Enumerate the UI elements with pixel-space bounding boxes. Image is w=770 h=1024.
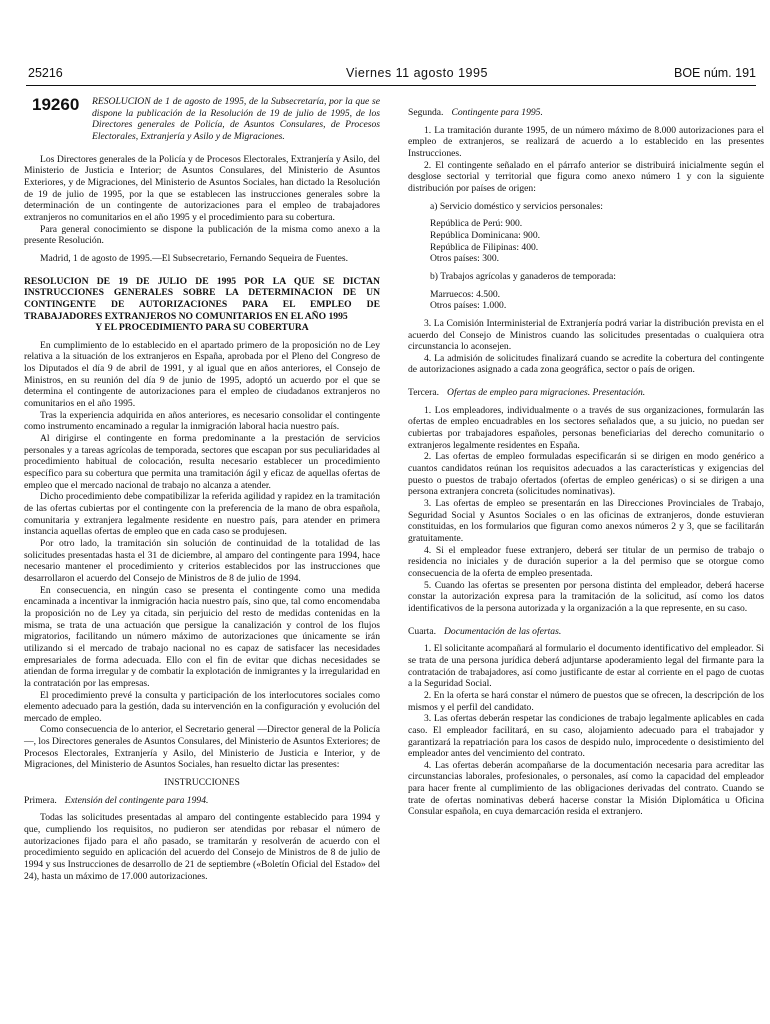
cuarta-item: 1. El solicitante acompañará al formulario el documento identificativo del empleador. Si se trata de una persona jurídica deberá adjuntarse apoderamiento legal del firmante para la contratación de trabajadores, así como justificante de estar al corriente en el pago de cuotas a la Seguridad Social. [408,643,764,690]
page-number: 25216 [28,66,63,80]
section-heading-cuarta [408,626,764,638]
intro-paragraph: Los Directores generales de la Policía y de Procesos Electorales, Extranjería y Asilo, del Ministerio de Justicia e Interior; de Asuntos Consulares, del Ministerio de Asuntos Exteriores, y de Migraciones, del Ministerio de Asuntos Sociales, han dictado la Resolución de 19 de julio de 1995, por la que se establecen las instrucciones generales sobre la determinación de un contingente de autorizaciones para el empleo de trabajadores extranjeros no comunitarios en el año 1995 y el procedimiento para su cobertura. [24,153,380,223]
section-heading-tercera [408,387,764,399]
annex-paragraph: El procedimiento prevé la consulta y participación de los interlocutores sociales como elemento adecuado para la gestión, dada su intervención en la configuración y evolución del mercado de empleo. [24,689,380,724]
country-item: República Dominicana: 900. [430,229,541,241]
country-item: República de Filipinas: 400. [430,241,539,253]
country-item: Otros países: 1.000. [430,300,507,312]
section-heading-segunda [408,107,764,119]
section-title: Extensión del contingente para 1994. [64,794,209,806]
section-label: Primera. [24,794,57,806]
annex-paragraph: Por otro lado, la tramitación sin solución de continuidad de la totalidad de las solicitudes presentadas hasta el 31 de diciembre, al amparo del contingente para 1994, hace necesario mantener el procedimiento y criterios establecidos por las instrucciones que desarrollaron el acuerdo del Consejo de Ministros de 8 de julio de 1994. [24,537,380,584]
section-label: Segunda. [408,107,444,118]
section-title: Documentación de las ofertas. [443,625,562,637]
annex-title: RESOLUCION DE 19 DE JULIO DE 1995 POR LA QUE SE DICTAN INSTRUCCIONES GENERALES SOBRE LA DETERMINACION DE UN CONTINGENTE DE AUTORIZACIONES PARA EL EMPLEO DE TRABAJADORES EXTRANJEROS NO COMUNITARIOS EN EL AÑO 1995 [24,275,380,322]
page-header [28,66,756,82]
section-title: Contingente para 1995. [451,107,543,118]
sector-b: b) Trabajos agrícolas y ganaderos de temporada: [430,270,616,282]
cuarta-item: 3. Las ofertas deberán respetar las condiciones de trabajo legalmente aplicables en cada caso. El empleador facilitará, en su caso, alojamiento adecuado para el trabajador y garantizará la repatriación para los casos de despido nulo, improcedente o desistimiento del empleador antes del vencimiento del contrato. [408,713,764,760]
country-list-a [408,218,764,265]
section-label: Tercera. [408,387,440,399]
section-label: Cuarta. [408,625,436,637]
primera-text: Todas las solicitudes presentadas al amparo del contingente establecido para 1994 y que, cumpliendo los requisitos, no pudieron ser atendidas por rebasar el número de autorizaciones fijado para el año pasado, se tramitarán y resolverán de acuerdo con el procedimiento seguido en aplicación del acuerdo del Consejo de Ministros de 8 de julio de 1994 y sus Instrucciones de desarrollo de 21 de septiembre («Boletín Oficial del Estado» del 24), hasta un máximo de 17.000 autorizaciones. [24,812,380,882]
signature: Madrid, 1 de agosto de 1995.—El Subsecretario, Fernando Sequeira de Fuentes. [40,252,348,264]
resolution-title: RESOLUCION de 1 de agosto de 1995, de la Subsecretaría, por la que se dispone la publicación de la Resolución de 19 de julio de 1995, de los Directores generales de Policía, de Asuntos Consulares, de Procesos Electorales, Extranjería y Asilo y de Migraciones. [92,96,380,142]
intro-paragraph: Para general conocimiento se dispone la publicación de la misma como anexo a la presente Resolución. [24,223,380,247]
sector-a: a) Servicio doméstico y servicios personales: [430,200,603,212]
annex-paragraph: Como consecuencia de lo anterior, el Secretario general —Director general de la Policía—, los Directores generales de Asuntos Consulares, del Ministerio de Asuntos Exteriores; de Procesos Electorales, Extranjería y Asilo, del Ministerio de Justicia e Interior, y de Migraciones, del Ministerio de Asuntos Sociales, han resuelto dictar las presentes: [24,724,380,771]
segunda-item: 4. La admisión de solicitudes finalizará cuando se acredite la cobertura del contingente de autorizaciones asignado a cada zona geográfica, sector o país de origen. [408,352,764,376]
country-list-b [408,289,764,312]
header-rule [26,85,756,86]
left-column [24,96,380,882]
segunda-item: 3. La Comisión Interministerial de Extranjería podrá variar la distribución prevista en el acuerdo del Consejo de Ministros cuando las solicitudes presentadas o cualquiera otra circunstancia lo aconsejen. [408,317,764,353]
annex-paragraph: En consecuencia, en ningún caso se presenta el contingente como una medida encaminada a incentivar la inmigración hacia nuestro país, sino que, tal como encomendaba la proposición no de Ley ya citada, sin perjuicio del resto de medidas contenidas en la misma, se trata de una actuación que persigue la canalización y control de los flujos migratorios, facilitando un número máximo de autorizaciones que únicamente se irán utilizando si el mercado de trabajo nacional no es capaz de satisfacer las necesidades empresariales de forma adecuada. Ello con el fin de evitar que dichas necesidades se atiendan de forma irregular y de combatir la explotación de inmigrantes y la irregularidad en la contratación por las empresas. [24,584,380,689]
issue-date: Viernes 11 agosto 1995 [346,66,488,80]
annex-paragraph: Dicho procedimiento debe compatibilizar la referida agilidad y rapidez en la tramitación de las ofertas cubiertas por el contingente con la preferencia de la mano de obra española, comunitaria y extranjera legalmente residente en nuestro país, para atender en primera instancia aquellas ofertas de empleo que en cada caso se produjesen. [24,491,380,538]
tercera-item: 5. Cuando las ofertas se presenten por persona distinta del empleador, deberá hacerse constar la autorización expresa para la tramitación de la solicitud, así como los datos identificativos de la persona autorizada y la organización a la que represente, en su caso. [408,579,764,614]
tercera-item: 4. Si el empleador fuese extranjero, deberá ser titular de un permiso de trabajo o residencia no iniciales y de duración superior a la del permiso que se otorgue como consecuencia de la oferta de empleo presentada. [408,544,764,579]
annex-paragraph: Tras la experiencia adquirida en años anteriores, es necesario consolidar el contingente como instrumento encaminado a regular la inmigración laboral hacia nuestro país. [24,409,380,433]
tercera-item: 1. Los empleadores, individualmente o a través de sus organizaciones, formularán las ofertas de empleo encuadrables en los sectores señalados que, a su juicio, no puedan ser cubiertas por trabajadores españoles, personas beneficiarias del derecho comunitario o extranjeros legalmente residentes en España. [408,404,764,451]
annex-paragraph: Al dirigirse el contingente en forma predominante a la prestación de servicios personales y a tareas agrícolas de temporada, sectores que escapan por sus peculiaridades al procedimiento habitual de colocación, resulta necesario establecer un procedimiento específico para su cobertura que permita una tramitación ágil y eficaz de aquellas ofertas de empleo que el mercado nacional de trabajo no alcanza a atender. [24,433,380,491]
segunda-item: 1. La tramitación durante 1995, de un número máximo de 8.000 autorizaciones para el empleo de extranjeros, se realizará de acuerdo a lo establecido en las presentes Instrucciones. [408,124,764,159]
tercera-item: 3. Las ofertas de empleo se presentarán en las Direcciones Provinciales de Trabajo, Seguridad Social y Asuntos Sociales o en las oficinas de extranjeros, donde estuvieran constituidas, en los formularios que figuran como anexos números 2 y 3, que se facilitarán gratuitamente. [408,498,764,544]
resolution-heading [24,96,380,143]
segunda-item: 2. El contingente señalado en el párrafo anterior se distribuirá inicialmente según el desglose sectorial y territorial que figura como anexo número 1 y con la siguiente distribución por países de origen: [408,159,764,194]
annex-title-last: Y EL PROCEDIMIENTO PARA SU COBERTURA [95,322,309,334]
right-column [408,96,764,818]
cuarta-item: 4. Las ofertas deberán acompañarse de la documentación necesaria para acreditar las circunstancias laborales, profesionales, o personales, así como la capacidad del empleador para hacer frente al cumplimiento de las obligaciones derivadas del contrato. Cuando se trate de ofertas nominativas deberá hacerse constar la Misión Diplomática u Oficina Consular española, en cuya demarcación resida el extranjero. [408,759,764,818]
cuarta-item: 2. En la oferta se hará constar el número de puestos que se ofrecen, la descripción de los mismos y el perfil del candidato. [408,689,764,713]
issue-number: BOE núm. 191 [674,66,756,80]
section-heading-primera [24,795,380,807]
annex-paragraph: En cumplimiento de lo establecido en el apartado primero de la proposición no de Ley relativa a la situación de los extranjeros en España, aprobada por el Pleno del Congreso de los Diputados el día 9 de abril de 1991, y al igual que en años anteriores, el Consejo de Ministros, en su reunión del día 9 de junio de 1995, adoptó un acuerdo por el que se determina el contingente de autorizaciones para el empleo de ciudadanos extranjeros no comunitarios en el año 1995. [24,339,380,410]
resolution-number: 19260 [32,95,80,114]
country-item: República de Perú: 900. [430,218,523,230]
country-item: Otros países: 300. [430,253,500,265]
tercera-item: 2. Las ofertas de empleo formuladas especificarán si se dirigen en modo genérico a cuantos candidatos reúnan los requisitos adecuados a las características y exigencias del puesto o puestos de trabajo ofertados (ofertas de empleo genéricas) o si se dirigen a una persona extranjera concreta (solicitudes nominativas). [408,451,764,498]
instructions-heading: INSTRUCCIONES [164,777,240,789]
country-item: Marruecos: 4.500. [430,288,501,300]
section-title: Ofertas de empleo para migraciones. Presentación. [447,387,646,399]
